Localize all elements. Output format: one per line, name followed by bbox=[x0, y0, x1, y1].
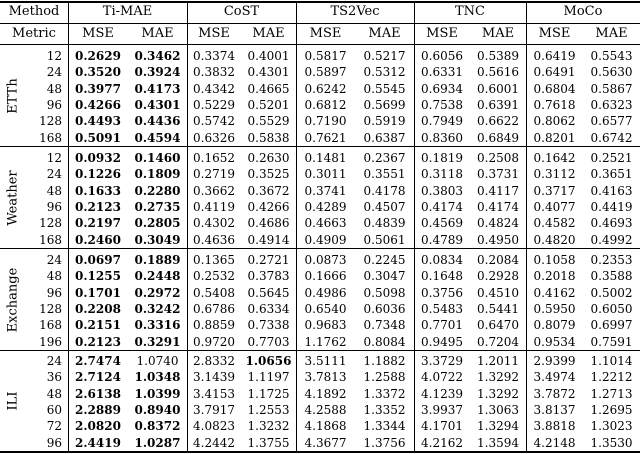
value-cell: 0.4914 bbox=[247, 232, 290, 247]
group-rule-3 bbox=[0, 350, 640, 351]
value-cell: 1.3594 bbox=[477, 435, 519, 450]
value-cell: 0.3672 bbox=[247, 183, 290, 198]
value-cell: 2.7474 bbox=[75, 354, 121, 368]
value-cell: 0.5817 bbox=[304, 49, 347, 63]
header-rule bbox=[0, 23, 640, 24]
method-ti-mae: Ti-MAE bbox=[102, 4, 153, 19]
submetric-mae: MAE bbox=[368, 26, 401, 41]
value-cell: 0.2084 bbox=[477, 253, 519, 267]
value-cell: 0.2508 bbox=[477, 151, 519, 165]
value-cell: 0.4665 bbox=[247, 81, 290, 96]
value-cell: 0.4663 bbox=[304, 216, 347, 231]
value-cell: 0.6577 bbox=[590, 114, 633, 129]
group-label-ili: ILI bbox=[5, 391, 21, 411]
value-cell: 0.3803 bbox=[421, 183, 463, 198]
value-cell: 0.0697 bbox=[75, 253, 121, 267]
value-cell: 3.9937 bbox=[421, 402, 463, 417]
value-cell: 1.2553 bbox=[247, 402, 290, 417]
value-cell: 0.3242 bbox=[134, 301, 181, 316]
value-cell: 4.2162 bbox=[421, 435, 463, 450]
value-cell: 0.2721 bbox=[247, 253, 290, 267]
group-rule-1 bbox=[0, 146, 640, 147]
value-cell: 0.6419 bbox=[533, 49, 576, 63]
value-cell: 0.5002 bbox=[590, 285, 633, 300]
value-cell: 0.8062 bbox=[533, 114, 576, 129]
value-cell: 0.5229 bbox=[193, 97, 235, 112]
value-cell: 0.5201 bbox=[247, 97, 290, 112]
value-cell: 0.4992 bbox=[590, 232, 633, 247]
value-cell: 0.6331 bbox=[421, 65, 463, 80]
value-cell: 4.1892 bbox=[304, 386, 347, 401]
value-cell: 0.5061 bbox=[363, 232, 406, 247]
value-cell: 0.6742 bbox=[590, 130, 633, 145]
value-cell: 0.6334 bbox=[247, 301, 290, 316]
value-cell: 0.5217 bbox=[363, 49, 406, 63]
value-cell: 0.6326 bbox=[193, 130, 235, 145]
value-cell: 4.2148 bbox=[533, 435, 576, 450]
value-cell: 0.4789 bbox=[421, 232, 463, 247]
value-cell: 0.2972 bbox=[134, 285, 181, 300]
value-cell: 0.3291 bbox=[134, 334, 181, 349]
value-cell: 0.4493 bbox=[75, 114, 121, 129]
value-cell: 1.0399 bbox=[134, 386, 181, 401]
value-cell: 1.3292 bbox=[477, 370, 519, 385]
value-cell: 0.4824 bbox=[477, 216, 519, 231]
value-cell: 0.0873 bbox=[304, 253, 347, 267]
value-cell: 0.3316 bbox=[134, 318, 181, 333]
value-cell: 0.5529 bbox=[247, 114, 290, 129]
value-cell: 0.1481 bbox=[304, 151, 347, 165]
value-cell: 0.1648 bbox=[421, 269, 463, 284]
value-cell: 0.6387 bbox=[363, 130, 406, 145]
value-cell: 2.4419 bbox=[75, 435, 121, 450]
value-cell: 1.1725 bbox=[247, 386, 290, 401]
value-cell: 0.1058 bbox=[533, 253, 576, 267]
value-cell: 0.4178 bbox=[363, 183, 406, 198]
value-cell: 0.3551 bbox=[363, 167, 406, 182]
value-cell: 0.3977 bbox=[75, 81, 121, 96]
value-cell: 1.3352 bbox=[363, 402, 406, 417]
value-cell: 0.6470 bbox=[477, 318, 519, 333]
method-ts2vec: TS2Vec bbox=[330, 4, 380, 19]
value-cell: 0.7701 bbox=[421, 318, 463, 333]
value-cell: 3.7813 bbox=[304, 370, 347, 385]
horizon-cell: 96 bbox=[46, 97, 62, 112]
value-cell: 1.2212 bbox=[590, 370, 633, 385]
value-cell: 0.9720 bbox=[193, 334, 235, 349]
value-cell: 0.6001 bbox=[477, 81, 519, 96]
value-cell: 4.1239 bbox=[421, 386, 463, 401]
value-cell: 0.3662 bbox=[193, 183, 235, 198]
value-cell: 0.5867 bbox=[590, 81, 633, 96]
horizon-cell: 12 bbox=[46, 49, 62, 63]
value-cell: 0.5897 bbox=[304, 65, 347, 80]
value-cell: 0.1652 bbox=[193, 151, 235, 165]
value-cell: 1.3756 bbox=[363, 435, 406, 450]
value-cell: 0.4419 bbox=[590, 199, 633, 214]
value-cell: 0.2353 bbox=[590, 253, 633, 267]
value-cell: 1.1762 bbox=[304, 334, 347, 349]
value-cell: 0.3717 bbox=[533, 183, 576, 198]
value-cell: 1.3063 bbox=[477, 402, 519, 417]
horizon-cell: 128 bbox=[39, 114, 62, 129]
horizon-cell: 24 bbox=[46, 354, 62, 368]
horizon-cell: 196 bbox=[39, 334, 62, 349]
horizon-cell: 128 bbox=[39, 301, 62, 316]
value-cell: 4.1868 bbox=[304, 419, 347, 434]
value-cell: 3.4974 bbox=[533, 370, 576, 385]
horizon-cell: 36 bbox=[46, 370, 62, 385]
horizon-cell: 60 bbox=[46, 402, 62, 417]
value-cell: 0.7703 bbox=[247, 334, 290, 349]
value-cell: 0.6812 bbox=[304, 97, 347, 112]
value-cell: 0.3462 bbox=[134, 49, 181, 63]
value-cell: 0.3118 bbox=[421, 167, 463, 182]
horizon-cell: 48 bbox=[46, 183, 62, 198]
value-cell: 0.2805 bbox=[134, 216, 181, 231]
horizon-cell: 168 bbox=[39, 232, 62, 247]
value-cell: 0.3924 bbox=[134, 65, 181, 80]
value-cell: 4.3677 bbox=[304, 435, 347, 450]
value-cell: 1.0287 bbox=[134, 435, 181, 450]
value-cell: 0.8201 bbox=[533, 130, 576, 145]
value-cell: 0.4001 bbox=[247, 49, 290, 63]
value-cell: 0.2928 bbox=[477, 269, 519, 284]
value-cell: 0.1460 bbox=[134, 151, 181, 165]
value-cell: 0.5699 bbox=[363, 97, 406, 112]
value-cell: 4.1701 bbox=[421, 419, 463, 434]
value-cell: 1.2011 bbox=[477, 354, 519, 368]
value-cell: 0.6849 bbox=[477, 130, 519, 145]
value-cell: 3.8137 bbox=[533, 402, 576, 417]
submetric-mse: MSE bbox=[538, 26, 571, 41]
value-cell: 0.7204 bbox=[477, 334, 519, 349]
value-cell: 0.8084 bbox=[363, 334, 406, 349]
submetric-mae: MAE bbox=[595, 26, 628, 41]
submetric-mse: MSE bbox=[198, 26, 230, 41]
horizon-cell: 48 bbox=[46, 81, 62, 96]
value-cell: 4.0722 bbox=[421, 370, 463, 385]
submetric-mse: MSE bbox=[82, 26, 114, 41]
method-header: Method bbox=[8, 4, 60, 19]
value-cell: 3.7872 bbox=[533, 386, 576, 401]
value-cell: 0.7338 bbox=[247, 318, 290, 333]
value-cell: 0.6622 bbox=[477, 114, 519, 129]
method-tnc: TNC bbox=[455, 4, 485, 19]
value-cell: 0.4636 bbox=[193, 232, 235, 247]
value-cell: 1.1882 bbox=[363, 354, 406, 368]
value-cell: 0.4119 bbox=[193, 199, 235, 214]
value-cell: 0.6323 bbox=[590, 97, 633, 112]
value-cell: 0.4266 bbox=[247, 199, 290, 214]
value-cell: 0.4594 bbox=[134, 130, 181, 145]
value-cell: 3.8818 bbox=[533, 419, 576, 434]
value-cell: 1.3530 bbox=[590, 435, 633, 450]
horizon-cell: 48 bbox=[46, 386, 62, 401]
value-cell: 0.5919 bbox=[363, 114, 406, 129]
value-cell: 0.2197 bbox=[75, 216, 121, 231]
value-cell: 0.4950 bbox=[477, 232, 519, 247]
value-cell: 1.3755 bbox=[247, 435, 290, 450]
horizon-cell: 168 bbox=[39, 130, 62, 145]
value-cell: 0.5950 bbox=[533, 301, 576, 316]
value-cell: 0.1819 bbox=[421, 151, 463, 165]
group-label-exchange: Exchange bbox=[5, 267, 21, 333]
horizon-cell: 24 bbox=[46, 65, 62, 80]
value-cell: 0.8360 bbox=[421, 130, 463, 145]
submetric-mae: MAE bbox=[141, 26, 174, 41]
value-cell: 0.3756 bbox=[421, 285, 463, 300]
value-cell: 0.1889 bbox=[134, 253, 181, 267]
value-cell: 0.9534 bbox=[533, 334, 576, 349]
value-cell: 0.3011 bbox=[304, 167, 347, 182]
value-cell: 0.3588 bbox=[590, 269, 633, 284]
horizon-cell: 12 bbox=[46, 151, 62, 165]
value-cell: 0.5389 bbox=[477, 49, 519, 63]
submetric-mae: MAE bbox=[252, 26, 285, 41]
value-cell: 0.5408 bbox=[193, 285, 235, 300]
value-cell: 0.7348 bbox=[363, 318, 406, 333]
value-cell: 0.4986 bbox=[304, 285, 347, 300]
value-cell: 0.2208 bbox=[75, 301, 121, 316]
value-cell: 2.2889 bbox=[75, 402, 121, 417]
value-cell: 0.4510 bbox=[477, 285, 519, 300]
value-cell: 0.4174 bbox=[421, 199, 463, 214]
value-cell: 3.3729 bbox=[421, 354, 463, 368]
value-cell: 1.0740 bbox=[136, 354, 179, 368]
value-cell: 3.1439 bbox=[193, 370, 235, 385]
value-cell: 0.7190 bbox=[304, 114, 347, 129]
value-cell: 1.3232 bbox=[247, 419, 290, 434]
value-cell: 2.8332 bbox=[193, 354, 235, 368]
value-cell: 0.6540 bbox=[304, 301, 347, 316]
value-cell: 1.1014 bbox=[590, 354, 633, 368]
value-cell: 0.5441 bbox=[477, 301, 519, 316]
value-cell: 0.4507 bbox=[363, 199, 406, 214]
value-cell: 0.5630 bbox=[590, 65, 633, 80]
value-cell: 4.2588 bbox=[304, 402, 347, 417]
value-cell: 0.2123 bbox=[75, 334, 121, 349]
value-cell: 0.4077 bbox=[533, 199, 576, 214]
value-cell: 0.6491 bbox=[533, 65, 576, 80]
value-cell: 0.2630 bbox=[247, 151, 290, 165]
subheader-rule bbox=[0, 44, 640, 45]
value-cell: 1.0656 bbox=[245, 354, 292, 368]
value-cell: 1.2713 bbox=[590, 386, 633, 401]
value-cell: 0.2245 bbox=[363, 253, 406, 267]
value-cell: 0.4173 bbox=[134, 81, 181, 96]
value-cell: 0.4582 bbox=[533, 216, 576, 231]
group-label-etth: ETTh bbox=[5, 78, 21, 114]
value-cell: 0.1701 bbox=[75, 285, 121, 300]
value-cell: 0.1666 bbox=[304, 269, 347, 284]
horizon-cell: 96 bbox=[46, 285, 62, 300]
value-cell: 0.6391 bbox=[477, 97, 519, 112]
horizon-cell: 128 bbox=[39, 216, 62, 231]
value-cell: 0.5616 bbox=[477, 65, 519, 80]
submetric-mse: MSE bbox=[309, 26, 342, 41]
value-cell: 0.1255 bbox=[75, 269, 121, 284]
value-cell: 0.3049 bbox=[134, 232, 181, 247]
method-cost: CoST bbox=[223, 4, 260, 19]
value-cell: 0.2460 bbox=[75, 232, 121, 247]
value-cell: 0.9683 bbox=[304, 318, 347, 333]
value-cell: 4.0823 bbox=[193, 419, 235, 434]
value-cell: 0.3374 bbox=[193, 49, 235, 63]
value-cell: 0.2367 bbox=[363, 151, 406, 165]
group-label-weather: Weather bbox=[5, 170, 21, 226]
value-cell: 0.0834 bbox=[421, 253, 463, 267]
value-cell: 0.1633 bbox=[75, 183, 121, 198]
value-cell: 0.2521 bbox=[590, 151, 633, 165]
value-cell: 0.6036 bbox=[363, 301, 406, 316]
value-cell: 1.2588 bbox=[363, 370, 406, 385]
value-cell: 0.4693 bbox=[590, 216, 633, 231]
value-cell: 1.3372 bbox=[363, 386, 406, 401]
value-cell: 0.0932 bbox=[75, 151, 121, 165]
value-cell: 0.5312 bbox=[363, 65, 406, 80]
value-cell: 0.4686 bbox=[247, 216, 290, 231]
value-cell: 3.7917 bbox=[193, 402, 235, 417]
horizon-cell: 24 bbox=[46, 167, 62, 182]
value-cell: 0.7591 bbox=[590, 334, 633, 349]
value-cell: 1.2695 bbox=[590, 402, 633, 417]
value-cell: 1.1197 bbox=[247, 370, 290, 385]
value-cell: 0.7949 bbox=[421, 114, 463, 129]
value-cell: 0.1809 bbox=[134, 167, 181, 182]
value-cell: 0.4909 bbox=[304, 232, 347, 247]
value-cell: 0.8372 bbox=[134, 419, 181, 434]
value-cell: 0.6804 bbox=[533, 81, 576, 96]
value-cell: 0.2280 bbox=[134, 183, 181, 198]
value-cell: 0.4342 bbox=[193, 81, 235, 96]
value-cell: 1.3292 bbox=[477, 386, 519, 401]
value-cell: 0.9495 bbox=[421, 334, 463, 349]
value-cell: 1.3344 bbox=[363, 419, 406, 434]
value-cell: 0.3651 bbox=[590, 167, 633, 182]
value-cell: 0.5483 bbox=[421, 301, 463, 316]
bottom-rule bbox=[0, 451, 640, 453]
value-cell: 0.4289 bbox=[304, 199, 347, 214]
value-cell: 0.8079 bbox=[533, 318, 576, 333]
horizon-cell: 48 bbox=[46, 269, 62, 284]
value-cell: 0.3112 bbox=[533, 167, 576, 182]
submetric-mse: MSE bbox=[426, 26, 458, 41]
value-cell: 0.4163 bbox=[590, 183, 633, 198]
value-cell: 0.6997 bbox=[590, 318, 633, 333]
value-cell: 0.5543 bbox=[590, 49, 633, 63]
value-cell: 0.2151 bbox=[75, 318, 121, 333]
value-cell: 0.4174 bbox=[477, 199, 519, 214]
horizon-cell: 168 bbox=[39, 318, 62, 333]
top-rule bbox=[0, 1, 640, 3]
value-cell: 0.4301 bbox=[247, 65, 290, 80]
value-cell: 2.7124 bbox=[75, 370, 121, 385]
value-cell: 0.3525 bbox=[247, 167, 290, 182]
value-cell: 0.6050 bbox=[590, 301, 633, 316]
value-cell: 0.8940 bbox=[134, 402, 181, 417]
value-cell: 0.2532 bbox=[193, 269, 235, 284]
horizon-cell: 96 bbox=[46, 435, 62, 450]
value-cell: 4.2442 bbox=[193, 435, 235, 450]
method-moco: MoCo bbox=[563, 4, 603, 19]
value-cell: 2.6138 bbox=[75, 386, 121, 401]
value-cell: 0.6242 bbox=[304, 81, 347, 96]
value-cell: 0.8859 bbox=[193, 318, 235, 333]
value-cell: 1.3023 bbox=[590, 419, 633, 434]
value-cell: 0.3783 bbox=[247, 269, 290, 284]
value-cell: 0.7618 bbox=[533, 97, 576, 112]
value-cell: 0.6786 bbox=[193, 301, 235, 316]
value-cell: 0.1226 bbox=[75, 167, 121, 182]
value-cell: 1.3294 bbox=[477, 419, 519, 434]
value-cell: 0.6934 bbox=[421, 81, 463, 96]
value-cell: 0.3520 bbox=[75, 65, 121, 80]
value-cell: 0.2735 bbox=[134, 199, 181, 214]
value-cell: 0.4162 bbox=[533, 285, 576, 300]
value-cell: 0.2448 bbox=[134, 269, 181, 284]
value-cell: 0.4820 bbox=[533, 232, 576, 247]
value-cell: 0.7538 bbox=[421, 97, 463, 112]
value-cell: 0.5742 bbox=[193, 114, 235, 129]
value-cell: 0.4839 bbox=[363, 216, 406, 231]
value-cell: 0.3741 bbox=[304, 183, 347, 198]
value-cell: 0.4302 bbox=[193, 216, 235, 231]
submetric-mae: MAE bbox=[481, 26, 515, 41]
value-cell: 3.5111 bbox=[304, 354, 347, 368]
value-cell: 0.1365 bbox=[193, 253, 235, 267]
value-cell: 0.1642 bbox=[533, 151, 576, 165]
value-cell: 1.0348 bbox=[134, 370, 181, 385]
horizon-cell: 96 bbox=[46, 199, 62, 214]
horizon-cell: 24 bbox=[46, 253, 62, 267]
value-cell: 0.3832 bbox=[193, 65, 235, 80]
value-cell: 2.0820 bbox=[75, 419, 121, 434]
value-cell: 0.6056 bbox=[421, 49, 463, 63]
value-cell: 0.2018 bbox=[533, 269, 576, 284]
horizon-cell: 72 bbox=[46, 419, 62, 434]
value-cell: 0.4436 bbox=[134, 114, 181, 129]
value-cell: 0.2123 bbox=[75, 199, 121, 214]
value-cell: 0.5098 bbox=[363, 285, 406, 300]
value-cell: 0.5645 bbox=[247, 285, 290, 300]
value-cell: 0.7621 bbox=[304, 130, 347, 145]
value-cell: 0.4301 bbox=[134, 97, 181, 112]
value-cell: 0.5545 bbox=[363, 81, 406, 96]
group-rule-2 bbox=[0, 248, 640, 249]
value-cell: 0.3047 bbox=[363, 269, 406, 284]
value-cell: 0.4569 bbox=[421, 216, 463, 231]
value-cell: 0.5838 bbox=[247, 130, 290, 145]
value-cell: 2.9399 bbox=[533, 354, 576, 368]
value-cell: 0.5091 bbox=[75, 130, 121, 145]
value-cell: 0.4266 bbox=[75, 97, 121, 112]
value-cell: 3.4153 bbox=[193, 386, 235, 401]
value-cell: 0.3731 bbox=[477, 167, 519, 182]
value-cell: 0.2719 bbox=[193, 167, 235, 182]
value-cell: 0.2629 bbox=[75, 49, 121, 63]
value-cell: 0.4117 bbox=[477, 183, 519, 198]
metric-header: Metric bbox=[12, 26, 56, 41]
